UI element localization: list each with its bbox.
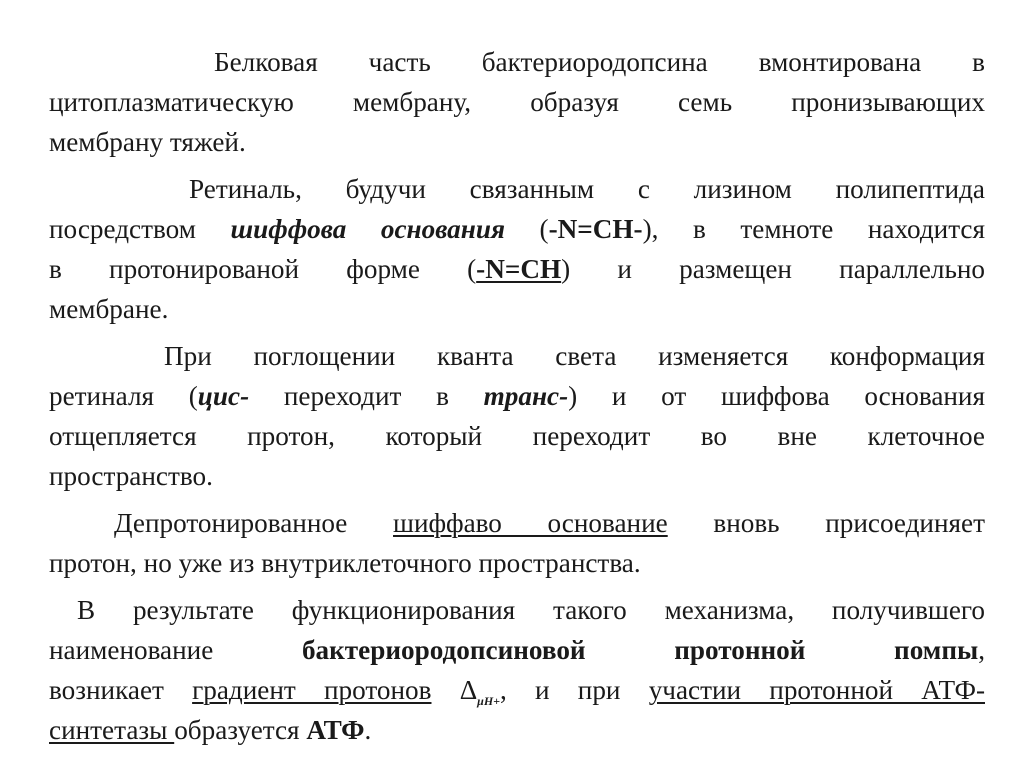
paragraph-5-line-2 [49, 632, 985, 668]
text-run: ) и от шиффова основания [568, 381, 985, 411]
atp-synthase-term-part1: участии протонной АТФ- [648, 675, 985, 705]
paragraph-3-line-4 [49, 458, 985, 494]
text-run: При поглощении кванта света изменяется конформация [164, 341, 985, 371]
protonated-formula: -N=CH [476, 254, 562, 284]
paragraph-5-line-3 [49, 672, 985, 708]
text-run: мембрану тяжей. [49, 127, 246, 157]
paragraph-2-line-1 [49, 171, 985, 207]
delta-symbol: Δ [431, 675, 478, 705]
text-run: в протонированой форме ( [49, 254, 477, 284]
schiff-base-term: шиффова основания [230, 214, 505, 244]
schiff-base-underlined: шиффаво основание [393, 508, 668, 538]
text-run: , [978, 635, 986, 665]
paragraph-2-line-3 [49, 251, 985, 287]
text-run: отщепляется протон, который переходит во вне клеточное [49, 421, 985, 451]
paragraph-1-line-2 [49, 84, 985, 120]
trans-term: транс- [483, 381, 569, 411]
atp-term: АТФ [306, 715, 365, 745]
paragraph-4-line-1 [49, 505, 985, 541]
text-run: посредством [49, 214, 231, 244]
text-run: Белковая часть бактериородопсина вмонтирована в [214, 47, 985, 77]
text-run: В результате функционирования такого механизма, получившего [77, 595, 985, 625]
paragraph-3-line-1 [49, 338, 985, 374]
text-run: цитоплазматическую мембрану, образуя семь пронизывающих [49, 87, 985, 117]
paragraph-1-line-1 [49, 44, 985, 80]
text-run: образуется [174, 715, 307, 745]
text-run: Депротонированное [114, 508, 394, 538]
schiff-base-formula: -N=CH- [548, 214, 643, 244]
text-run: мембране. [49, 294, 169, 324]
text-run: ( [504, 214, 549, 244]
paragraph-5-line-4 [49, 712, 985, 748]
cis-term: цис- [197, 381, 250, 411]
mu-h-subscript: μH+ [477, 694, 501, 708]
paragraph-3-line-3 [49, 418, 985, 454]
proton-gradient-term: градиент протонов [192, 675, 432, 705]
text-run: переходит в [249, 381, 484, 411]
paragraph-2-line-4 [49, 291, 985, 327]
text-run: . [364, 715, 372, 745]
text-run: протон, но уже из внутриклеточного пространства. [49, 548, 641, 578]
text-run: , и при [500, 675, 649, 705]
text-run: наименование [49, 635, 302, 665]
paragraph-1-line-3 [49, 124, 985, 160]
text-run: пространство. [49, 461, 213, 491]
text-run: ретиналя ( [49, 381, 198, 411]
paragraph-3-line-2 [49, 378, 985, 414]
paragraph-2-line-2 [49, 211, 985, 247]
proton-pump-term: бактериородопсиновой протонной помпы [301, 635, 979, 665]
text-run: ) и размещен параллельно [561, 254, 985, 284]
paragraph-5-line-1 [49, 592, 985, 628]
text-run: возникает [49, 675, 193, 705]
atp-synthase-term-part2: синтетазы [49, 715, 175, 745]
text-run: Ретиналь, будучи связанным с лизином полипептида [189, 174, 985, 204]
paragraph-4-line-2 [49, 545, 985, 581]
text-run: ), в темноте находится [642, 214, 985, 244]
text-run: вновь присоединяет [667, 508, 985, 538]
